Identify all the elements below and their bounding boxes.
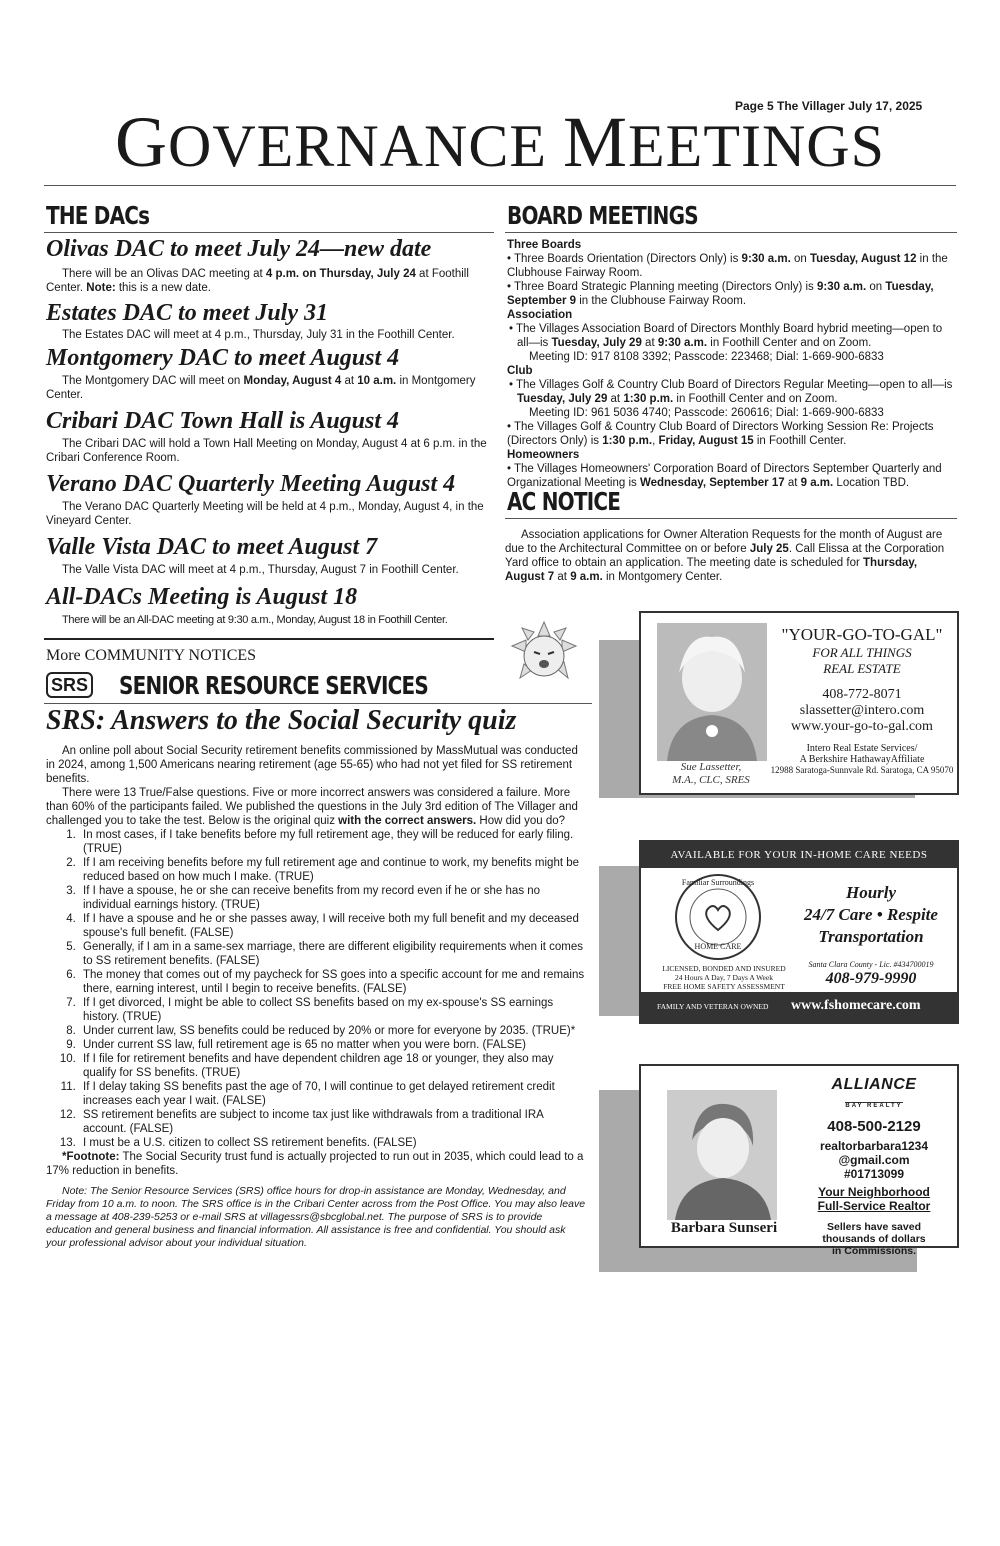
ad2-footer-left: FAMILY AND VETERAN OWNED: [657, 1002, 769, 1011]
ad3-tag2: Full-Service Realtor: [817, 1199, 931, 1213]
quiz-item: 9. Under current SS law, full retirement age is 65 no matter when you were born. (FALSE): [79, 1038, 586, 1052]
ad2-lic2: 24 Hours A Day, 7 Days A Week: [675, 973, 773, 982]
quiz-item: 2. If I am receiving benefits before my full retirement age and continue to work, my benefits might be reduced based on how much I make. (TRUE): [79, 856, 586, 884]
ad1-text: [767, 625, 957, 775]
ad3-brand-sub: BAY REALTY: [845, 1103, 903, 1109]
srs-note: Note: The Senior Resource Services (SRS) office hours for drop-in assistance are Monday, Wednesday, and Friday from 10 a.m. to noon. The SRS office is in the Cribari Center across from the Post Office. You may also leave a message at 408-239-5253 or e-mail SRS at villagessrs@sbcglobal.net. The purpose of SRS is to provide education and general business and financial information. All assistance is free and confidential. You should ask your professional advisor about your individual situation.: [46, 1185, 586, 1249]
ad1-addr: 12988 Saratoga-Sunnvale Rd. Saratoga, CA 95070: [770, 765, 954, 775]
ad-barbara-sunseri: [639, 1064, 959, 1257]
ac-rule: [505, 518, 957, 519]
dac-body: The Valle Vista DAC will meet at 4 p.m., Thursday, August 7 in Foothill Center.: [62, 564, 459, 576]
ad-home-care: [639, 840, 959, 1024]
quiz-item: 3. If I have a spouse, he or she can receive benefits from my record even if he or she has no individual earnings history. (TRUE): [79, 884, 586, 912]
board-zoom: Meeting ID: 917 8108 3392; Passcode: 223468; Dial: 1-669-900-6833: [529, 351, 884, 363]
ad3-name: Barbara Sunseri: [670, 1220, 778, 1236]
dac-headline: Olivas DAC to meet July 24—new date: [46, 236, 432, 262]
ad1-web: www.your-go-to-gal.com: [791, 719, 933, 734]
board-zoom: Meeting ID: 961 5036 4740; Passcode: 260616; Dial: 1-669-900-6833: [529, 407, 884, 419]
srs-logo-text: SRS: [46, 672, 93, 698]
dacs-list: [46, 236, 494, 627]
ad1-sub2: REAL ESTATE: [823, 661, 901, 676]
board-item: • The Villages Golf & Country Club Board of Directors Working Session Re: Projects (Directors Only) is 1:30 p.m., Friday, August 15 in Foothill Center.: [507, 421, 934, 447]
srs-headline: SRS: Answers to the Social Security quiz: [46, 705, 517, 736]
ad2-banner: AVAILABLE FOR YOUR IN-HOME CARE NEEDS: [641, 842, 957, 868]
more-notices-label: More COMMUNITY NOTICES: [46, 647, 257, 664]
dac-headline: Verano DAC Quarterly Meeting August 4: [46, 471, 456, 497]
board-heading: BOARD MEETINGS: [507, 201, 698, 230]
ad3-pitch: Sellers have saved thousands of dollars in Commissions.: [822, 1221, 926, 1257]
board-content: [507, 238, 955, 490]
srs-article: [46, 744, 586, 1250]
ac-heading: AC NOTICE: [507, 487, 621, 516]
ad2-footer: [641, 992, 957, 1022]
ad2-transport: Transportation: [818, 927, 924, 946]
ad1-co2: A Berkshire HathawayAffiliate: [799, 754, 925, 765]
ad2-web: www.fshomecare.com: [791, 998, 921, 1013]
dac-body: The Estates DAC will meet at 4 p.m., Thursday, July 31 in the Foothill Center.: [62, 329, 455, 341]
ad1-email: slassetter@intero.com: [799, 703, 925, 718]
ad3-email2: @gmail.com: [838, 1153, 910, 1167]
dac-body: There will be an Olivas DAC meeting at 4 p.m. on Thursday, July 24 at Foothill Center. Note: this is a new date.: [46, 268, 469, 294]
ad1-co1: Intero Real Estate Services/: [806, 743, 918, 754]
srs-intro-1: An online poll about Social Security retirement benefits commissioned by MassMutual was conducted in 2024, among 1,500 Americans nearing retirement (age 55-65) who had not yet filed for SS retirement benefits.: [46, 745, 578, 785]
ad2-care: 24/7 Care • Respite: [804, 905, 938, 924]
ad2-hourly: Hourly: [845, 883, 897, 902]
dac-item: [46, 534, 494, 584]
club-label: Club: [507, 365, 533, 377]
quiz-item: 4. If I have a spouse and he or she passes away, I will receive both my full benefit and my deceased spouse's full benefit. (FALSE): [79, 912, 586, 940]
agent-creds: M.A., CLC, SRES: [672, 774, 750, 786]
quiz-item: 7. If I get divorced, I might be able to collect SS benefits based on my ex-spouse's SS earnings history. (TRUE): [79, 996, 586, 1024]
ad2-lic1: LICENSED, BONDED AND INSURED: [662, 964, 786, 973]
association-label: Association: [507, 309, 573, 321]
page-folio: Page 5 The Villager July 17, 2025: [735, 99, 923, 113]
ad2-services: [791, 882, 951, 948]
ad1-sub1: FOR ALL THINGS: [812, 645, 912, 660]
srs-footnote: *Footnote: The Social Security trust fund is actually projected to run out in 2035, which could lead to a 17% reduction in benefits.: [46, 1151, 584, 1177]
quiz-list: [46, 828, 586, 1150]
three-boards-label: Three Boards: [507, 239, 582, 251]
page-title: GOVERNANCE MEETINGS: [115, 102, 885, 182]
board-rule: [505, 232, 957, 233]
homeowners-label: Homeowners: [507, 449, 580, 461]
quiz-item: 11. If I delay taking SS benefits past the age of 70, I will continue to get delayed retirement credit increases each year I wait. (FALSE): [79, 1080, 586, 1108]
sun-mascot-icon: [506, 620, 582, 690]
srs-rule: [44, 703, 592, 704]
ad3-brand: ALLIANCE: [831, 1076, 917, 1093]
quiz-item: 12. SS retirement benefits are subject to income tax just like withdrawals from a traditional IRA account. (FALSE): [79, 1108, 586, 1136]
quiz-item: 1. In most cases, if I take benefits before my full retirement age, they will be reduced for early filing. (TRUE): [79, 828, 586, 856]
ac-body: Association applications for Owner Alteration Requests for the month of August are due to the Architectural Committee on or before July 25. Call Elissa at the Corporation Yard office to obtain an application. The meeting date is scheduled for Thursday, August 7 at 9 a.m. in Montgomery Center.: [505, 529, 945, 583]
dac-item: [46, 300, 494, 345]
agent-photo-icon: [657, 623, 767, 761]
quiz-item: 5. Generally, if I am in a same-sex marriage, there are different eligibility requirements when it comes to SS retirement benefits. (FALSE): [79, 940, 586, 968]
ad3-lic: #01713099: [843, 1167, 905, 1181]
dac-body: There will be an All-DAC meeting at 9:30 a.m., Monday, August 18 in Foothill Center.: [62, 614, 448, 626]
board-item: • Three Boards Orientation (Directors Only) is 9:30 a.m. on Tuesday, August 12 in the Clubhouse Fairway Room.: [507, 253, 948, 279]
dac-item: [46, 584, 494, 627]
dac-item: [46, 408, 494, 471]
quiz-item: 13. I must be a U.S. citizen to collect SS retirement benefits. (FALSE): [79, 1136, 586, 1150]
agent-name-block: [655, 761, 767, 787]
dac-item: [46, 471, 494, 534]
dacs-rule: [44, 232, 494, 233]
ad1-phone: 408-772-8071: [822, 687, 902, 702]
dac-headline: Cribari DAC Town Hall is August 4: [46, 408, 400, 434]
agent-photo-icon: [667, 1090, 777, 1220]
dac-headline: All-DACs Meeting is August 18: [46, 584, 358, 610]
dac-item: [46, 345, 494, 408]
dac-body: The Verano DAC Quarterly Meeting will be held at 4 p.m., Monday, August 4, in the Vineyard Center.: [46, 501, 484, 527]
dac-body: The Cribari DAC will hold a Town Hall Meeting on Monday, August 4 at 6 p.m. in the Cribari Conference Room.: [46, 438, 487, 464]
srs-intro-2: There were 13 True/False questions. Five or more incorrect answers was considered a failure. More than 60% of the participants failed. We published the questions in the July 3rd edition of The Villager and challenged you to take the test. Below is the original quiz with the correct answers. How did you do?: [46, 787, 578, 827]
dac-headline: Estates DAC to meet July 31: [46, 300, 328, 326]
ad2-license: [649, 964, 799, 991]
quiz-item: 10. If I file for retirement benefits and have dependent children age 18 or younger, they also may qualify for SS benefits. (TRUE): [79, 1052, 586, 1080]
srs-heading: SENIOR RESOURCE SERVICES: [119, 671, 428, 700]
ad2-logo-bottom: HOME CARE: [694, 942, 742, 951]
dac-headline: Valle Vista DAC to meet August 7: [46, 534, 378, 560]
ad3-phone: 408-500-2129: [827, 1118, 921, 1135]
ad3-text: [791, 1076, 957, 1257]
dac-item: [46, 236, 494, 300]
dac-headline: Montgomery DAC to meet August 4: [46, 345, 400, 371]
srs-logo: [46, 672, 93, 698]
dac-body: The Montgomery DAC will meet on Monday, August 4 at 10 a.m. in Montgomery Center.: [46, 375, 476, 401]
ad2-phone: 408-979-9990: [825, 970, 917, 987]
board-item: • Three Board Strategic Planning meeting (Directors Only) is 9:30 a.m. on Tuesday, September 9 in the Clubhouse Fairway Room.: [507, 281, 934, 307]
masthead-rule: [44, 185, 956, 186]
ad2-lic3: FREE HOME SAFETY ASSESSMENT: [663, 982, 785, 991]
agent-name: Sue Lassetter,: [680, 761, 742, 773]
quiz-item: 8. Under current law, SS benefits could be reduced by 20% or more for everyone by 2035. (TRUE)*: [79, 1024, 586, 1038]
board-item: • The Villages Association Board of Directors Monthly Board hybrid meeting—open to all—is Tuesday, July 29 at 9:30 a.m. in Foothill Center and on Zoom.: [509, 323, 943, 349]
ad2-county: Santa Clara County - Lic. #434700019: [808, 960, 934, 969]
dacs-heading: THE DACs: [46, 201, 150, 230]
ad1-tagline: "YOUR-GO-TO-GAL": [781, 625, 943, 644]
board-item: • The Villages Homeowners' Corporation Board of Directors September Quarterly and Organizational Meeting is Wednesday, September 17 at 9 a.m. Location TBD.: [507, 463, 942, 489]
ad3-tag1: Your Neighborhood: [818, 1185, 930, 1199]
board-item: • The Villages Golf & Country Club Board of Directors Regular Meeting—open to all—is Tuesday, July 29 at 1:30 p.m. in Foothill Center and on Zoom.: [509, 379, 953, 405]
ad2-logo-top: Familiar Surroundings: [681, 878, 755, 887]
ad3-email1: realtorbarbara1234: [819, 1139, 929, 1153]
ad-sue-lassetter: [639, 611, 959, 795]
quiz-item: 6. The money that comes out of my paycheck for SS goes into a specific account for me and remains there, earning interest, until I begin to receive benefits. (FALSE): [79, 968, 586, 996]
dacs-bottom-rule: [44, 638, 494, 640]
